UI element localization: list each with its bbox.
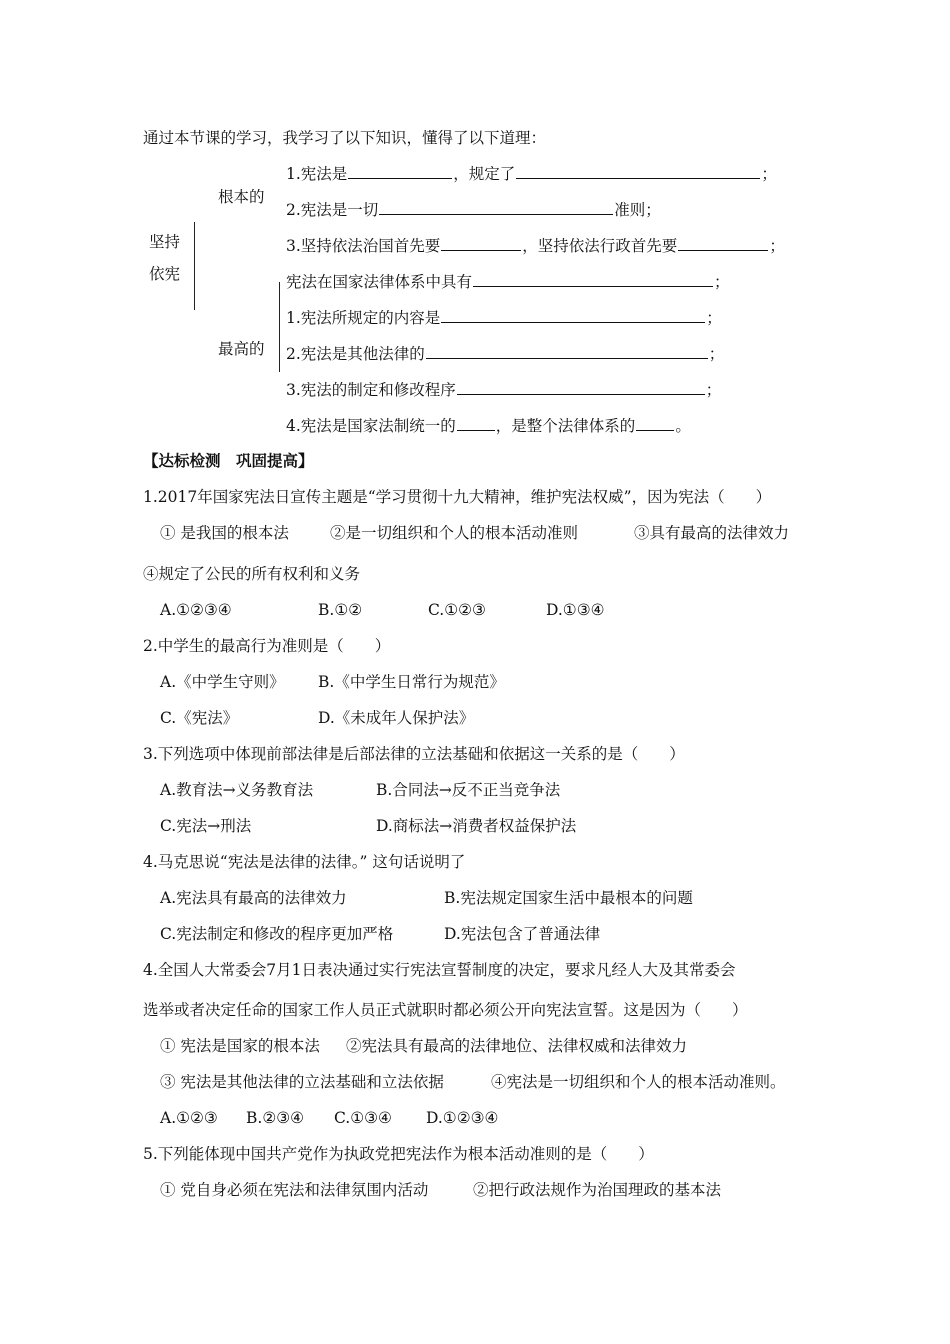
q4b-opt4: ④宪法是一切组织和个人的根本活动准则。 — [491, 1073, 786, 1091]
q4b-stem-1: 4.全国人大常委会7月1日表决通过实行宪法宣誓制度的决定，要求凡经人大及其常委会 — [143, 961, 736, 979]
fill-blank[interactable] — [348, 163, 452, 179]
fill-blank[interactable] — [457, 415, 495, 431]
q1-choice-a[interactable]: A.①②③④ — [160, 601, 232, 619]
fill-blank[interactable] — [516, 163, 760, 179]
q2-choice-b[interactable]: B.《中学生日常行为规范》 — [318, 673, 505, 691]
q4b-choice-a[interactable]: A.①②③ — [160, 1109, 218, 1127]
fill-blank[interactable] — [473, 271, 713, 287]
fill-blank[interactable] — [457, 379, 705, 395]
inner-brace — [279, 282, 280, 372]
q4b-opt2: ②宪法具有最高的法律地位、法律权威和法律效力 — [346, 1037, 688, 1055]
group2-line-4: 4.宪法是国家法制统一的 ，是整个法律体系的 。 — [286, 417, 691, 435]
q4b-opt3: ③ 宪法是其他法律的立法基础和立法依据 — [160, 1073, 444, 1091]
q1-choice-c[interactable]: C.①②③ — [428, 601, 486, 619]
q5-opt1: ① 党自身必须在宪法和法律氛围内活动 — [160, 1181, 429, 1199]
q2-choice-c[interactable]: C.《宪法》 — [160, 709, 239, 727]
q4b-choice-b[interactable]: B.②③④ — [246, 1109, 305, 1127]
q1-opt4: ④规定了公民的所有权利和义务 — [143, 565, 361, 583]
q5-stem: 5.下列能体现中国共产党作为执政党把宪法作为根本活动准则的是（ ） — [143, 1145, 654, 1163]
q5-opt2: ②把行政法规作为治国理政的基本法 — [473, 1181, 722, 1199]
group1-line-3: 3.坚持依法治国首先要 ，坚持依法行政首先要 ； — [286, 237, 785, 255]
q4-stem: 4.马克思说“宪法是法律的法律。” 这句话说明了 — [143, 853, 466, 871]
group2-label: 最高的 — [218, 340, 265, 358]
q4-choice-c[interactable]: C.宪法制定和修改的程序更加严格 — [160, 925, 394, 943]
q2-stem: 2.中学生的最高行为准则是（ ） — [143, 637, 391, 655]
group2-line-1: 1.宪法所规定的内容是 ； — [286, 309, 722, 327]
q1-choice-d[interactable]: D.①③④ — [546, 601, 605, 619]
q1-opt2: ②是一切组织和个人的根本活动准则 — [330, 524, 579, 542]
q4b-choice-c[interactable]: C.①③④ — [334, 1109, 392, 1127]
q4-choice-a[interactable]: A.宪法具有最高的法律效力 — [160, 889, 347, 907]
q4b-choice-d[interactable]: D.①②③④ — [426, 1109, 499, 1127]
q4b-opt1: ① 宪法是国家的根本法 — [160, 1037, 320, 1055]
q4-choice-b[interactable]: B.宪法规定国家生活中最根本的问题 — [444, 889, 693, 907]
q1-opt1: ① 是我国的根本法 — [160, 524, 289, 542]
q3-choice-c[interactable]: C.宪法→刑法 — [160, 817, 252, 835]
q4b-stem-2: 选举或者决定任命的国家工作人员正式就职时都必须公开向宪法宣誓。这是因为（ ） — [143, 1001, 748, 1019]
q2-choice-a[interactable]: A.《中学生守则》 — [160, 673, 285, 691]
group2-line-0: 宪法在国家法律体系中具有 ； — [286, 273, 730, 291]
group1-line-1: 1.宪法是 ，规定了 ； — [286, 165, 777, 183]
group1-line-2: 2.宪法是一切 准则； — [286, 201, 661, 219]
group1-label: 根本的 — [218, 188, 265, 206]
summary-left-top: 坚持 — [149, 233, 181, 251]
fill-blank[interactable] — [678, 235, 768, 251]
outer-brace — [194, 222, 195, 310]
section-title: 【达标检测 巩固提高】 — [143, 451, 314, 470]
fill-blank[interactable] — [379, 199, 613, 215]
summary-intro: 通过本节课的学习，我学习了以下知识，懂得了以下道理： — [143, 129, 547, 147]
q3-choice-d[interactable]: D.商标法→消费者权益保护法 — [376, 817, 577, 835]
q1-opt3: ③具有最高的法律效力 — [634, 524, 790, 542]
summary-left-bottom: 依宪 — [149, 265, 181, 283]
fill-blank[interactable] — [636, 415, 674, 431]
q3-choice-b[interactable]: B.合同法→反不正当竞争法 — [376, 781, 561, 799]
fill-blank[interactable] — [441, 235, 521, 251]
group2-line-2: 2.宪法是其他法律的 ； — [286, 345, 725, 363]
fill-blank[interactable] — [441, 307, 705, 323]
fill-blank[interactable] — [426, 343, 708, 359]
q1-stem: 1.2017年国家宪法日宣传主题是“学习贯彻十九大精神，维护宪法权威”，因为宪法（ ） — [143, 488, 772, 506]
q3-choice-a[interactable]: A.教育法→义务教育法 — [160, 781, 314, 799]
q4-choice-d[interactable]: D.宪法包含了普通法律 — [444, 925, 601, 943]
group2-line-3: 3.宪法的制定和修改程序 ； — [286, 381, 722, 399]
q2-choice-d[interactable]: D.《未成年人保护法》 — [318, 709, 475, 727]
q1-choice-b[interactable]: B.①② — [318, 601, 363, 619]
q3-stem: 3.下列选项中体现前部法律是后部法律的立法基础和依据这一关系的是（ ） — [143, 745, 685, 763]
